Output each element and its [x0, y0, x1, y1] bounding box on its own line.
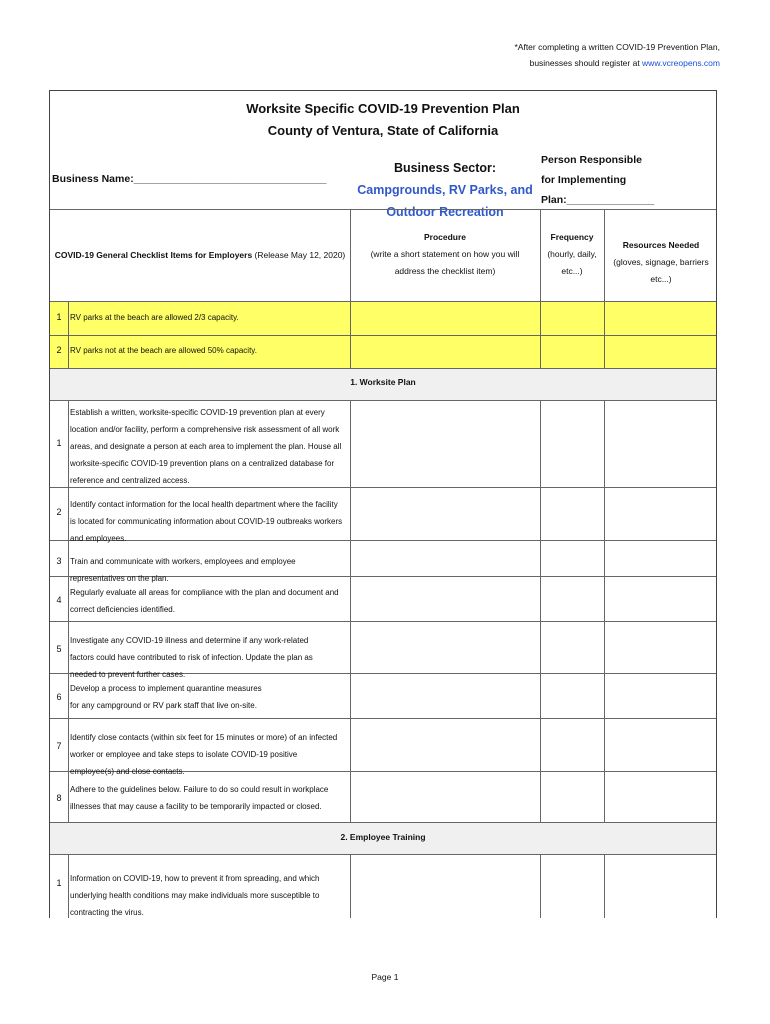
checklist-item: Regularly evaluate all areas for compliance with the plan and document and correct deficiencies identified.	[70, 588, 339, 614]
checklist-item: Identify close contacts (within six feet for 15 minutes or more) of an infected worker or employee and take steps to isolate COVID-19 positive employee(s) and close contacts.	[70, 733, 338, 776]
checklist-item: Adhere to the guidelines below. Failure to do so could result in workplace illnesses that may cause a facility to be temporarily impacted or closed.	[70, 785, 329, 811]
col-rule	[540, 209, 541, 368]
rule	[50, 854, 716, 855]
row-number: 6	[56, 692, 62, 702]
checklist-item: Establish a written, worksite-specific COVID-19 prevention plan at every location and/or facility, perform a comprehensive risk assessment of all work areas, and designate a person at each area to implement the plan. House all worksite-specific COVID-19 prevention plans on a centralized database for reference and centralized access.	[70, 408, 342, 485]
col-rule	[68, 301, 69, 368]
col-rule	[68, 854, 69, 918]
row-number: 1	[56, 878, 62, 888]
col-rule	[540, 854, 541, 918]
checklist-column-header: COVID-19 General Checklist Items for Employers (Release May 12, 2020)	[54, 250, 346, 260]
row-number: 3	[56, 556, 62, 566]
row-number: 8	[56, 793, 62, 803]
rule	[50, 822, 716, 823]
checklist-item: Identify contact information for the local health department where the facility is located for communicating information about COVID-19 outbreaks workers and employees.	[70, 500, 343, 543]
col-rule	[350, 209, 351, 368]
business-sector: Business Sector: Campgrounds, RV Parks, and Outdoor Recreation	[357, 161, 533, 219]
col-rule	[604, 209, 605, 368]
business-sector-value: Campgrounds, RV Parks, and Outdoor Recreation	[357, 183, 533, 219]
col-rule	[68, 400, 69, 822]
checklist-item: RV parks not at the beach are allowed 50% capacity.	[70, 346, 257, 355]
page-number: Page 1	[371, 972, 399, 982]
section-title-training: 2. Employee Training	[340, 832, 426, 842]
rule	[50, 718, 716, 719]
rule	[50, 301, 716, 302]
resources-column-header: Resources Needed (gloves, signage, barriers etc...)	[613, 240, 709, 284]
rule	[50, 335, 716, 336]
checklist-item: Information on COVID-19, how to prevent it from spreading, and which underlying health conditions may make individuals more susceptible to contracting the virus.	[70, 874, 320, 917]
note-line-1: *After completing a written COVID-19 Prevention Plan,	[514, 42, 720, 52]
checklist-item: RV parks at the beach are allowed 2/3 capacity.	[70, 313, 239, 322]
procedure-column-header: Procedure (write a short statement on how you will address the checklist item)	[370, 232, 520, 276]
row-number: 2	[56, 345, 62, 355]
person-responsible-field[interactable]: Person Responsible for Implementing Plan:_______________	[541, 154, 655, 206]
prevention-plan-form	[49, 90, 717, 918]
col-rule	[604, 400, 605, 822]
checklist-item: Investigate any COVID-19 illness and determine if any work-related factors could have contributed to risk of infection. Update the plan as needed to prevent further cases.	[70, 636, 313, 679]
row-number: 5	[56, 644, 62, 654]
row-number: 1	[56, 312, 62, 322]
registration-note	[514, 39, 720, 71]
frequency-column-header: Frequency (hourly, daily, etc...)	[547, 232, 597, 276]
note-line-2: businesses should register at www.vcreopens.com	[529, 58, 720, 68]
section-title-worksite: 1. Worksite Plan	[350, 377, 416, 387]
business-name-field[interactable]: Business Name:_________________________________	[52, 173, 327, 185]
form-title: Worksite Specific COVID-19 Prevention Plan	[246, 101, 520, 116]
checklist-item: Develop a process to implement quarantine measures for any campground or RV park staff that live on-site.	[70, 684, 262, 710]
row-number: 1	[56, 438, 62, 448]
rule	[50, 209, 716, 210]
checklist-item: Train and communicate with workers, employees and employee representatives on the plan.	[70, 557, 296, 583]
col-rule	[540, 400, 541, 822]
col-rule	[350, 400, 351, 822]
rule	[50, 400, 716, 401]
row-number: 7	[56, 741, 62, 751]
row-number: 2	[56, 507, 62, 517]
form-subtitle: County of Ventura, State of California	[267, 123, 499, 138]
rule	[50, 368, 716, 369]
rule	[50, 621, 716, 622]
register-link[interactable]: www.vcreopens.com	[642, 58, 720, 68]
col-rule	[350, 854, 351, 918]
col-rule	[604, 854, 605, 918]
row-number: 4	[56, 595, 62, 605]
